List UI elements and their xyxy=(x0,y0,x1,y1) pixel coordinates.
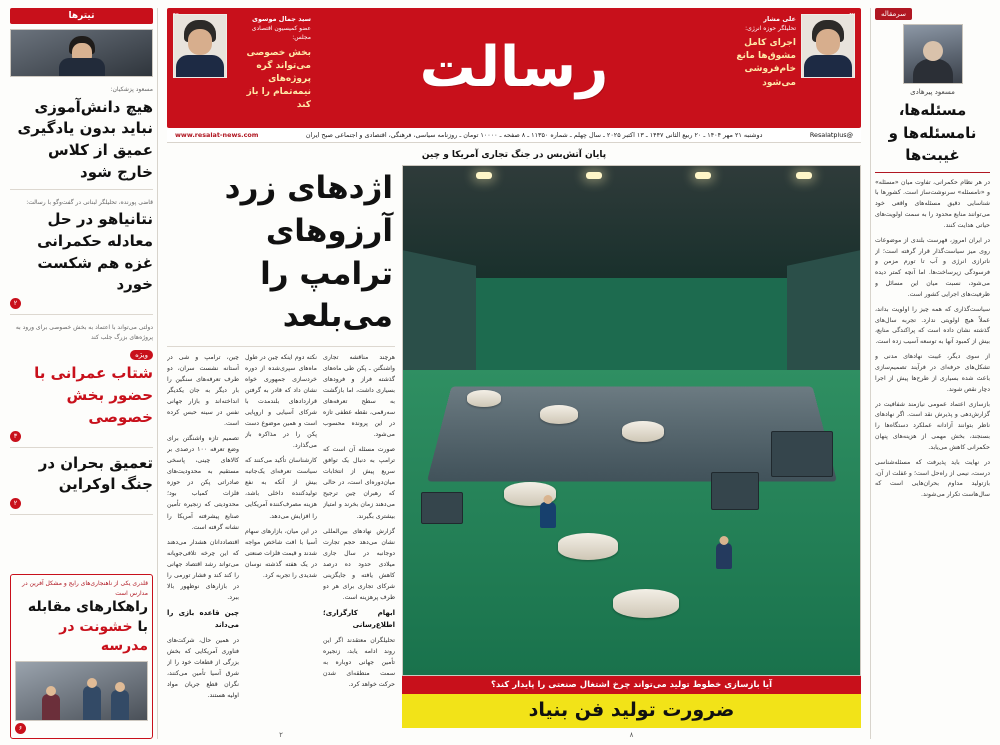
page-badge: ۲ xyxy=(10,498,21,509)
sidebar-item-0[interactable] xyxy=(10,82,153,190)
photo-page-number: ۸ xyxy=(629,731,634,739)
person-name: سید جمال موسوی xyxy=(252,15,311,23)
sidebar-item-page-row xyxy=(10,429,153,442)
paragraph: اقتصاددانان هشدار می‌دهند که این چرخه تلافی‌جویانه می‌تواند رشد اقتصاد جهانی را کند کند و فشار تورمی را در بازارهای نوظهور بالا ببرد. xyxy=(167,538,239,601)
page-badge: ۲ xyxy=(10,298,21,309)
sidebar-item-page-row xyxy=(10,496,153,509)
feature-kicker: قلدری یکی از ناهنجاری‌های رایج و مشکل آفرین در مدارس است xyxy=(22,580,148,597)
sidebar-portrait-photo xyxy=(10,29,153,77)
factory-photo xyxy=(402,165,861,676)
editorial-body xyxy=(875,178,990,740)
person-role: عضو کمیسیون اقتصادی مجلس: xyxy=(251,25,311,42)
article-column-1 xyxy=(245,352,317,728)
paragraph: در هر نظام حکمرانی، تفاوت میان «مسئله» و «نامسئله» سرنوشت‌ساز است. کشورها با شناسایی دقیق مسئله‌های واقعی خود می‌توانند منابع محدود را به سمت اولویت‌های حیاتی هدایت کنند. xyxy=(875,178,990,229)
editorial-tag: سرمقاله xyxy=(875,8,912,20)
paragraph: تحلیلگران معتقدند اگر این روند ادامه یابد، زنجیره تأمین جهانی دوباره به سمت منطقه‌ای شدن حرکت خواهد کرد. xyxy=(323,636,395,688)
page-badge: ۶ xyxy=(15,723,26,734)
masthead-left-text xyxy=(717,14,796,90)
lead-photo-block xyxy=(402,165,861,739)
paragraph: در همین حال، شرکت‌های فناوری آمریکایی که بخش بزرگی از قطعات خود را از شرق آسیا تأمین می‌کنند، نگران قطع جریان مواد اولیه هستند. xyxy=(167,636,239,699)
sidebar-item-title[interactable]: تعمیق بحران در جنگ اوکراین xyxy=(38,453,153,494)
feature-page-row xyxy=(15,721,148,734)
editorial-column xyxy=(870,8,994,739)
paragraph: سیاست‌گذاری که همه چیز را اولویت بداند، عملاً هیچ اولویتی ندارد. تجربه سال‌های گذشته نشان داده است که پراکندگی منابع، بیش از کمبود آنها به توسعه آسیب زده است. xyxy=(875,305,990,346)
feature-photo xyxy=(15,661,148,721)
person-headline: بخش خصوصی می‌تواند گره پروژه‌های نیمه‌تمام را باز کند xyxy=(246,47,311,110)
paragraph: بازسازی اعتماد عمومی نیازمند شفافیت در گزارش‌دهی و پذیرش نقد است. اگر نهادهای ناظر بتوانند آزادانه عملکرد دستگاه‌ها را بسنجند، بخش مهمی از هزینه‌های پنهان حکمرانی کاهش می‌یابد. xyxy=(875,400,990,451)
sidebar-item-page-row xyxy=(10,296,153,309)
paragraph: تصمیم تازه واشنگتن برای وضع تعرفه ۱۰۰ درصدی بر کالاهای چینی، پاسخی مستقیم به محدودیت‌های صادراتی پکن در حوزه فلزات کمیاب بود؛ محدودیتی که زنجیره تأمین صنایع پیشرفته آمریکا را نشانه گرفته است. xyxy=(167,435,239,531)
masthead-right-person xyxy=(167,8,317,128)
newspaper-logo: رسالت xyxy=(419,35,609,100)
feature-title-plain: راهکارهای مقابله با xyxy=(27,599,148,635)
sidebar-item-title[interactable]: نتانیاهو در حل معادله حکمرانی غزه هم شکست خورد xyxy=(37,210,153,294)
masthead-right-text xyxy=(232,14,311,112)
sidebar-item-title[interactable]: شتاب عمرانی با حضور بخش خصوصی xyxy=(34,364,153,426)
paragraph: در نهایت باید پذیرفت که مسئله‌شناسی درست، نیمی از راه‌حل است؛ و غفلت از آن، بازتولید مداوم بحران‌هایی است که سال‌هاست تکرار می‌شوند. xyxy=(875,458,990,499)
article-column-0 xyxy=(167,352,239,728)
sidebar-item-3[interactable] xyxy=(10,453,153,516)
sidebar-header: تیترها xyxy=(10,8,153,24)
feature-title-highlight: خشونت در مدرسه xyxy=(59,618,148,655)
headlines-sidebar xyxy=(6,8,158,739)
sidebar-item-kicker: مسعود پزشکیان: xyxy=(110,86,153,93)
paragraph: در این میان، بازارهای سهام آسیا با افت شاخص مواجه شدند و قیمت فلزات صنعتی در یک هفته گذشته نوسان شدیدی را تجربه کرد. xyxy=(245,527,317,579)
page-badge: ۳ xyxy=(10,431,21,442)
sidebar-item-title[interactable]: هیچ دانش‌آموزی نباید بدون یادگیری عمیق از کلاس خارج شود xyxy=(17,97,153,181)
main-kicker: پایان آتش‌بس در جنگ تجاری آمریکا و چین xyxy=(421,150,607,160)
article-page-number: ۲ xyxy=(279,731,283,739)
photo-caption-question: آیا بازسازی خطوط تولید می‌تواند چرخ اشتغال صنعتی را پایدار کند؟ xyxy=(402,676,861,694)
masthead xyxy=(167,8,861,128)
masthead-logo-area xyxy=(317,8,711,128)
main-body xyxy=(167,165,861,739)
headline-line-3: می‌بلعد xyxy=(282,298,393,335)
feature-title[interactable] xyxy=(15,598,148,657)
paragraph: صورت مسئله آن است که ترامپ به دنبال یک توافق سریع پیش از انتخابات میان‌دوره‌ای است، در حالی که رهبران چین ترجیح می‌دهند زمان بخرند و امتیاز بیشتری بگیرند. xyxy=(323,446,395,520)
sidebar-item-kicker: قاضی پورنده، تحلیلگر لبنانی در گفت‌وگو با رسالت: xyxy=(26,198,153,206)
paragraph: نکته دوم اینکه چین در طول ماه‌های سپری‌شده از دوره خردسازی جمهوری خواه نشان داد که قادر به گرفتن قراردادهای بلندمدت با شرکای آسیایی و اروپایی است و همین موضوع دست پکن را در مذاکره باز می‌گذارد. xyxy=(245,354,317,450)
portrait-photo xyxy=(801,14,855,78)
person-headline: اجرای کامل مشوق‌ها مانع خام‌فروشی می‌شود xyxy=(736,38,796,88)
website-url[interactable]: www.resalat-news.com xyxy=(175,131,259,139)
article-subhead: چین قاعده بازی را می‌داند xyxy=(167,608,239,630)
paragraph: از سوی دیگر، غیبت نهادهای مدنی و تشکل‌های حرفه‌ای در فرآیند تصمیم‌سازی باعث شده بسیاری از طرح‌ها پیش از اجرا دچار نقص شوند. xyxy=(875,353,990,393)
paragraph: چین، ترامپ و شی در آستانه نشست سران، دو طرف تعرفه‌های سنگین را بار دیگر به جان یکدیگر انداخته‌اند و بازار جهانی نفس در سینه حبس کرده است. xyxy=(167,354,239,428)
masthead-info-strip xyxy=(167,128,861,143)
editorial-title: مسئله‌ها، نامسئله‌ها و غیبت‌ها xyxy=(875,99,990,173)
paragraph: کارشناسان تأکید می‌کنند که سیاست تعرفه‌ای یک‌جانبه بیش از آنکه به نفع تولیدکننده داخلی باشد، هزینه مصرف‌کننده آمریکایی را افزایش می‌دهد. xyxy=(245,457,317,520)
sidebar-item-2[interactable] xyxy=(10,320,153,447)
paragraph: هرچند مناقشه تجاری واشنگتن ـ پکن طی ماه‌های گذشته فراز و فرودهای بسیاری داشت، اما بازگشت به سطح تعرفه‌های سه‌رقمی، نقطه عطفی تازه در این پرونده محسوب می‌شود. xyxy=(323,354,395,439)
paragraph: در ایران امروز، فهرست بلندی از موضوعات روی میز سیاست‌گذار قرار گرفته است؛ از ناترازی انرژی و آب تا تورم مزمن و فرسودگی زیرساخت‌ها. اما آنچه کمتر دیده می‌شود، نسبت میان این مسائل و ظرفیت‌های اجرایی کشور است. xyxy=(875,236,990,298)
masthead-left-person xyxy=(711,8,861,128)
main-headline xyxy=(167,165,395,346)
sidebar-item-kicker: دولتی می‌تواند با اعتماد به بخش خصوصی برای ورود به پروژه‌های بزرگ جلب کند xyxy=(15,324,153,341)
person-name: علی مشار xyxy=(763,15,796,23)
photo-caption-title: ضرورت تولید فن بنیاد xyxy=(402,694,861,728)
headline-line-2: آرزوهای ترامپ را xyxy=(260,212,393,292)
editorial-author-photo xyxy=(903,24,963,84)
headline-line-1: اژدهای زرد xyxy=(224,170,393,206)
article-columns-right xyxy=(167,346,395,728)
person-role: تحلیلگر حوزه انرژی: xyxy=(745,25,796,33)
issue-info: دوشنبه ۲۱ مهر ۱۴۰۴ ـ ۲۰ ربیع الثانی ۱۴۴۷ ـ ۱۳ اکتبر ۲۰۲۵ ـ سال چهلم ـ شماره ۱۱۳۵۰ ـ ۸ صفحه ـ ۱۰۰۰۰ تومان ـ روزنامه سیاسی، فرهنگی، اقتصادی و اجتماعی صبح ایران xyxy=(305,131,763,139)
headline-column xyxy=(167,165,395,739)
special-badge: ویژه xyxy=(130,350,153,360)
social-handle[interactable]: @Resalatplus xyxy=(809,131,853,139)
sidebar-feature-box[interactable] xyxy=(10,574,153,739)
portrait-photo xyxy=(173,14,227,78)
article-subhead: ابهام کارگزاری؛ اطلاع‌رسانی xyxy=(323,608,395,630)
main-section xyxy=(164,8,864,739)
sidebar-item-1[interactable] xyxy=(10,195,153,316)
paragraph: گزارش نهادهای بین‌المللی نشان می‌دهد حجم تجارت دوجانبه در سال جاری میلادی حدود ده درصد کاهش یافته و جایگزینی شرکای تجاری برای هر دو طرف پرهزینه است. xyxy=(323,527,395,601)
editorial-author-name: مسعود پیرهادی xyxy=(910,88,955,96)
article-column-2 xyxy=(323,352,395,728)
